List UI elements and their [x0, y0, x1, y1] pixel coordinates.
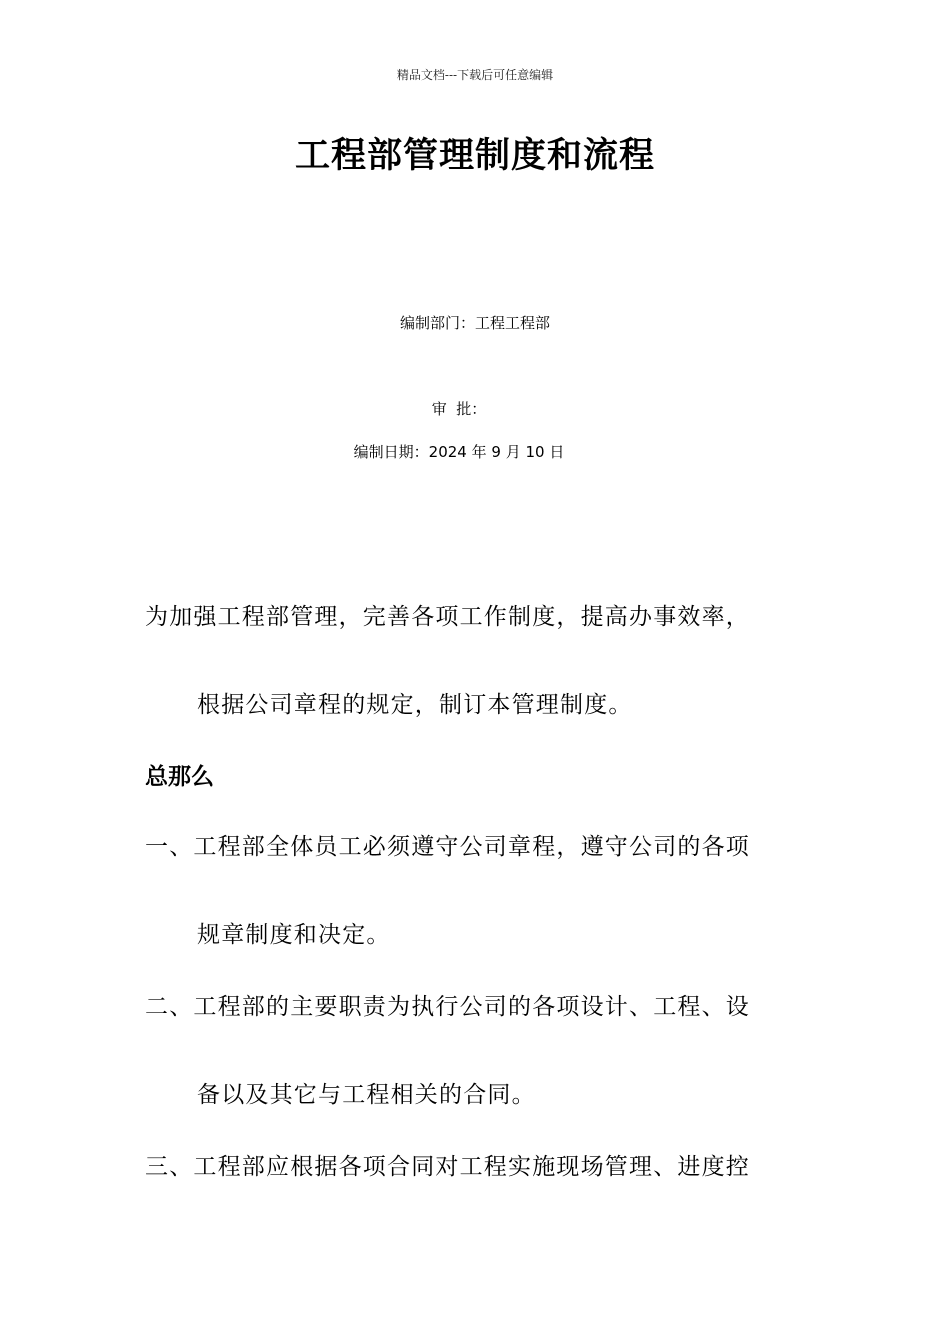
clause-1-line-2: 规章制度和决定。	[197, 922, 391, 948]
intro-paragraph-line-1: 为加强工程部管理，完善各项工作制度，提高办事效率，	[145, 604, 750, 630]
clause-1-line-1: 一、工程部全体员工必须遵守公司章程，遵守公司的各项	[145, 834, 750, 860]
document-title: 工程部管理制度和流程	[294, 135, 655, 176]
header-note: 精品文档---下载后可任意编辑	[396, 68, 554, 82]
intro-paragraph-line-2: 根据公司章程的规定，制订本管理制度。	[197, 692, 633, 718]
clause-3-line-1: 三、工程部应根据各项合同对工程实施现场管理、进度控	[145, 1154, 750, 1180]
clause-2-line-1: 二、工程部的主要职责为执行公司的各项设计、工程、设	[145, 994, 750, 1020]
compile-date: 编制日期：2024 年 9 月 10 日	[353, 443, 565, 461]
clause-2-line-2: 备以及其它与工程相关的合同。	[197, 1082, 536, 1108]
compiling-department: 编制部门：工程工程部	[399, 314, 550, 332]
approval-line: 审 批：	[431, 400, 487, 418]
section-heading: 总那么	[145, 763, 214, 790]
